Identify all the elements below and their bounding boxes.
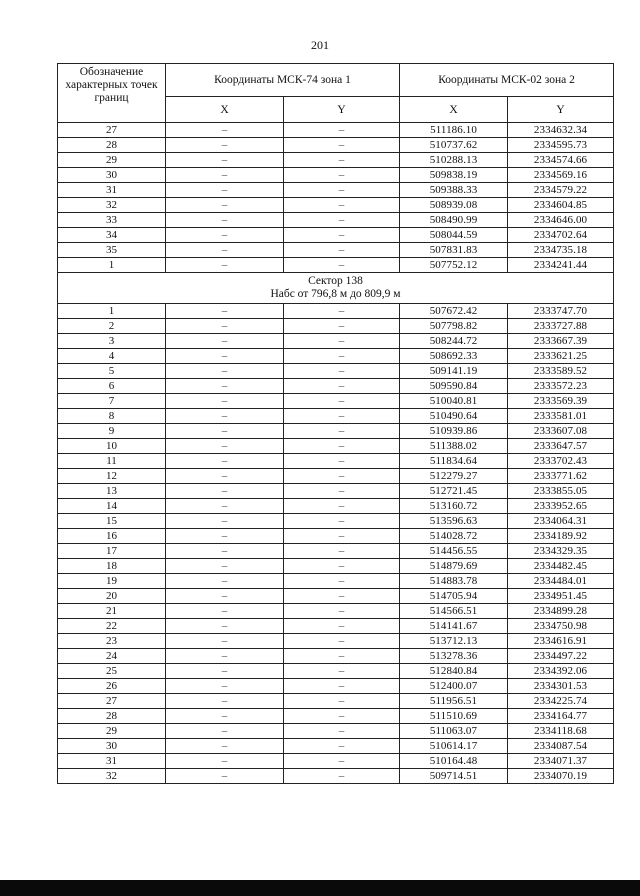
msk02-y-cell: 2333727.88 [508,319,614,334]
point-cell: 15 [58,514,166,529]
msk02-x-cell: 512840.84 [400,664,508,679]
msk02-x-cell: 514883.78 [400,574,508,589]
msk02-x-cell: 508939.08 [400,198,508,213]
point-cell: 1 [58,258,166,273]
table-row [58,198,614,213]
msk02-y-cell: 2334595.73 [508,138,614,153]
msk74-y-cell: – [284,243,400,258]
msk02-x-cell: 513160.72 [400,499,508,514]
msk74-x-cell: – [166,334,284,349]
msk74-y-cell: – [284,514,400,529]
page-number: 201 [311,38,329,52]
msk74-x-cell: – [166,469,284,484]
msk02-y-cell: 2334070.19 [508,769,614,784]
point-cell: 35 [58,243,166,258]
msk74-y-cell: – [284,424,400,439]
msk74-x-cell: – [166,258,284,273]
table-row [58,394,614,409]
msk74-x-cell: – [166,559,284,574]
point-cell: 22 [58,619,166,634]
msk74-x-cell: – [166,754,284,769]
table-row [58,604,614,619]
point-cell: 32 [58,198,166,213]
msk02-x-cell: 507831.83 [400,243,508,258]
sector-block [58,273,614,304]
msk02-x-cell: 507672.42 [400,304,508,319]
msk74-y-cell: – [284,619,400,634]
table-row [58,634,614,649]
msk02-y-cell: 2334579.22 [508,183,614,198]
table-row [58,514,614,529]
table-row [58,529,614,544]
table-row [58,769,614,784]
point-cell: 3 [58,334,166,349]
table-row [58,454,614,469]
msk74-x-cell: – [166,213,284,228]
msk74-x-cell: – [166,649,284,664]
msk02-x-cell: 514705.94 [400,589,508,604]
msk74-y-cell: – [284,574,400,589]
table-row [58,484,614,499]
point-cell: 25 [58,664,166,679]
msk74-y-cell: – [284,454,400,469]
msk02-x-cell: 514141.67 [400,619,508,634]
msk02-y-cell: 2333702.43 [508,454,614,469]
point-cell: 5 [58,364,166,379]
msk02-y-cell: 2334632.34 [508,123,614,138]
msk02-x-cell: 510490.64 [400,409,508,424]
sector-row [58,273,614,304]
msk02-x-cell: 509838.19 [400,168,508,183]
msk74-x-cell: – [166,394,284,409]
msk02-y-cell: 2334189.92 [508,529,614,544]
msk02-y-cell: 2334735.18 [508,243,614,258]
table-row [58,123,614,138]
msk02-x-cell: 507752.12 [400,258,508,273]
table-row [58,439,614,454]
msk74-y-cell: – [284,364,400,379]
msk74-y-cell: – [284,153,400,168]
point-cell: 26 [58,679,166,694]
msk74-y-cell: – [284,409,400,424]
point-cell: 8 [58,409,166,424]
msk02-x-cell: 514566.51 [400,604,508,619]
point-cell: 29 [58,724,166,739]
point-cell: 6 [58,379,166,394]
msk02-x-cell: 510040.81 [400,394,508,409]
msk74-x-cell: – [166,123,284,138]
msk74-x-cell: – [166,364,284,379]
point-cell: 12 [58,469,166,484]
msk74-x-cell: – [166,634,284,649]
msk02-y-cell: 2334392.06 [508,664,614,679]
msk74-y-cell: – [284,349,400,364]
table-row [58,243,614,258]
table-row [58,334,614,349]
msk02-y-cell: 2334750.98 [508,619,614,634]
msk02-x-cell: 508244.72 [400,334,508,349]
msk74-x-cell: – [166,409,284,424]
table-row [58,424,614,439]
table-row [58,664,614,679]
msk74-x-cell: – [166,424,284,439]
msk02-y-cell: 2334951.45 [508,589,614,604]
point-cell: 34 [58,228,166,243]
header-row-1 [58,64,614,97]
msk74-y-cell: – [284,679,400,694]
msk02-y-cell: 2333771.62 [508,469,614,484]
point-cell: 32 [58,769,166,784]
point-cell: 19 [58,574,166,589]
msk02-y-cell: 2334646.00 [508,213,614,228]
msk74-x-cell: – [166,664,284,679]
msk02-x-cell: 508044.59 [400,228,508,243]
msk74-y-cell: – [284,213,400,228]
table-row [58,379,614,394]
sector-heading [58,273,614,304]
msk02-x-cell: 513278.36 [400,649,508,664]
table-row [58,409,614,424]
table-row [58,153,614,168]
msk02-x-cell: 509141.19 [400,364,508,379]
table-row [58,183,614,198]
msk74-x-cell: – [166,679,284,694]
msk02-y-cell: 2334484.01 [508,574,614,589]
msk74-y-cell: – [284,634,400,649]
msk02-x-cell: 514028.72 [400,529,508,544]
msk74-y-cell: – [284,544,400,559]
coordinates-table [57,63,614,784]
msk02-x-cell: 512721.45 [400,484,508,499]
msk02-x-cell: 514879.69 [400,559,508,574]
msk74-x-cell: – [166,724,284,739]
rows-after-sector [58,304,614,784]
msk02-y-cell: 2334497.22 [508,649,614,664]
table-row [58,739,614,754]
table-row [58,619,614,634]
msk74-x-cell: – [166,454,284,469]
point-designation-header: Обозначение характерных точек границ [58,64,166,123]
msk74-x-cell: – [166,529,284,544]
msk74-header: Координаты МСК-74 зона 1 [166,64,400,97]
msk02-y-cell: 2334087.54 [508,739,614,754]
msk02-x-cell: 508692.33 [400,349,508,364]
msk02-y-cell: 2334225.74 [508,694,614,709]
table-row [58,544,614,559]
msk02-y-cell: 2334064.31 [508,514,614,529]
msk74-y-cell: – [284,394,400,409]
msk74-y-cell: – [284,183,400,198]
msk02-x-cell: 511063.07 [400,724,508,739]
msk02-x-cell: 509714.51 [400,769,508,784]
point-cell: 17 [58,544,166,559]
point-cell: 14 [58,499,166,514]
msk74-x-cell: – [166,379,284,394]
msk74-y-cell: – [284,754,400,769]
msk02-x-cell: 512400.07 [400,679,508,694]
msk02-x-cell: 513712.13 [400,634,508,649]
msk02-y-cell: 2334118.68 [508,724,614,739]
table-row [58,694,614,709]
msk02-x-cell: 510939.86 [400,424,508,439]
msk02-x-cell: 511510.69 [400,709,508,724]
msk74-x-cell: – [166,153,284,168]
msk74-y-cell: – [284,499,400,514]
table-row [58,679,614,694]
msk74-y-cell: – [284,739,400,754]
table-row [58,168,614,183]
msk02-x-cell: 510288.13 [400,153,508,168]
msk74-y-cell: – [284,198,400,213]
msk02-y-cell: 2334301.53 [508,679,614,694]
msk74-x-cell: – [166,439,284,454]
msk74-y-cell: – [284,304,400,319]
msk02-y-cell: 2334329.35 [508,544,614,559]
table-row [58,649,614,664]
msk02-x-cell: 511834.64 [400,454,508,469]
table-row [58,589,614,604]
msk02-y-cell: 2334164.77 [508,709,614,724]
msk02-y-cell: 2334569.16 [508,168,614,183]
msk74-x-cell: – [166,499,284,514]
point-cell: 29 [58,153,166,168]
point-cell: 33 [58,213,166,228]
msk02-header: Координаты МСК-02 зона 2 [400,64,614,97]
point-cell: 23 [58,634,166,649]
msk74-x-cell: – [166,769,284,784]
scan-edge-bar [0,880,640,896]
msk02-y-cell: 2334604.85 [508,198,614,213]
msk74-x-cell: – [166,243,284,258]
point-cell: 18 [58,559,166,574]
msk74-x-cell: – [166,619,284,634]
msk02-y-cell: 2334241.44 [508,258,614,273]
point-cell: 27 [58,123,166,138]
msk02-y-cell: 2334574.66 [508,153,614,168]
point-cell: 1 [58,304,166,319]
msk74-y-cell: – [284,664,400,679]
sector-height-range: Набс от 796,8 м до 809,9 м [270,288,401,300]
msk02-y-cell: 2333747.70 [508,304,614,319]
msk02-y-cell: 2333572.23 [508,379,614,394]
msk02-x-cell: 509388.33 [400,183,508,198]
msk74-y-cell: – [284,484,400,499]
table-row [58,574,614,589]
msk02-y-cell: 2333607.08 [508,424,614,439]
point-cell: 9 [58,424,166,439]
table-row [58,304,614,319]
point-cell: 27 [58,694,166,709]
msk02-x-cell: 510737.62 [400,138,508,153]
msk02-y-cell: 2334702.64 [508,228,614,243]
msk02-x-cell: 511388.02 [400,439,508,454]
point-cell: 7 [58,394,166,409]
point-cell: 30 [58,168,166,183]
msk74-y-cell: – [284,379,400,394]
msk74-x-cell: – [166,604,284,619]
msk74-x-cell: – [166,168,284,183]
msk02-y-cell: 2334616.91 [508,634,614,649]
msk02-y-cell: 2334071.37 [508,754,614,769]
msk74-y-cell: – [284,439,400,454]
msk74-x-cell: – [166,739,284,754]
msk74-y-cell: – [284,649,400,664]
msk02-y-header: Y [508,97,614,123]
msk02-x-cell: 512279.27 [400,469,508,484]
msk74-x-cell: – [166,589,284,604]
table-row [58,499,614,514]
msk74-x-cell: – [166,484,284,499]
table-row [58,319,614,334]
msk74-x-cell: – [166,228,284,243]
msk02-x-cell: 511956.51 [400,694,508,709]
msk74-y-cell: – [284,228,400,243]
table-row [58,559,614,574]
table-row [58,724,614,739]
msk02-x-header: X [400,97,508,123]
table-row [58,258,614,273]
msk02-y-cell: 2333569.39 [508,394,614,409]
msk74-y-cell: – [284,529,400,544]
point-cell: 31 [58,754,166,769]
msk02-y-cell: 2333647.57 [508,439,614,454]
msk74-y-cell: – [284,694,400,709]
msk74-y-cell: – [284,138,400,153]
msk74-y-cell: – [284,589,400,604]
msk74-x-cell: – [166,514,284,529]
msk74-y-cell: – [284,469,400,484]
msk74-x-cell: – [166,349,284,364]
point-cell: 10 [58,439,166,454]
msk02-y-cell: 2333855.05 [508,484,614,499]
msk74-y-cell: – [284,258,400,273]
msk74-x-header: X [166,97,284,123]
msk74-y-header: Y [284,97,400,123]
msk02-x-cell: 509590.84 [400,379,508,394]
point-cell: 13 [58,484,166,499]
msk74-x-cell: – [166,709,284,724]
point-cell: 28 [58,709,166,724]
msk74-y-cell: – [284,709,400,724]
msk74-x-cell: – [166,574,284,589]
table-row [58,138,614,153]
msk74-x-cell: – [166,304,284,319]
table-row [58,709,614,724]
msk74-x-cell: – [166,694,284,709]
msk74-y-cell: – [284,724,400,739]
msk74-x-cell: – [166,319,284,334]
msk74-y-cell: – [284,559,400,574]
point-cell: 31 [58,183,166,198]
msk02-x-cell: 507798.82 [400,319,508,334]
msk02-y-cell: 2334482.45 [508,559,614,574]
table-row [58,213,614,228]
point-cell: 24 [58,649,166,664]
msk74-y-cell: – [284,168,400,183]
point-cell: 30 [58,739,166,754]
table-row [58,364,614,379]
msk02-x-cell: 514456.55 [400,544,508,559]
msk02-x-cell: 510164.48 [400,754,508,769]
msk74-x-cell: – [166,544,284,559]
point-cell: 4 [58,349,166,364]
msk74-y-cell: – [284,123,400,138]
table-row [58,349,614,364]
msk02-y-cell: 2333589.52 [508,364,614,379]
point-cell: 28 [58,138,166,153]
msk74-x-cell: – [166,138,284,153]
msk02-x-cell: 508490.99 [400,213,508,228]
table-row [58,469,614,484]
msk74-y-cell: – [284,334,400,349]
sector-title: Сектор 138 [308,275,363,287]
msk74-y-cell: – [284,604,400,619]
point-cell: 21 [58,604,166,619]
msk02-x-cell: 513596.63 [400,514,508,529]
msk02-x-cell: 511186.10 [400,123,508,138]
table-row [58,228,614,243]
msk74-x-cell: – [166,183,284,198]
msk02-x-cell: 510614.17 [400,739,508,754]
table-row [58,754,614,769]
rows-before-sector [58,123,614,273]
msk02-y-cell: 2333621.25 [508,349,614,364]
point-cell: 16 [58,529,166,544]
msk02-y-cell: 2334899.28 [508,604,614,619]
msk74-x-cell: – [166,198,284,213]
msk02-y-cell: 2333581.01 [508,409,614,424]
point-cell: 2 [58,319,166,334]
msk02-y-cell: 2333667.39 [508,334,614,349]
point-cell: 11 [58,454,166,469]
msk02-y-cell: 2333952.65 [508,499,614,514]
point-cell: 20 [58,589,166,604]
msk74-y-cell: – [284,769,400,784]
msk74-y-cell: – [284,319,400,334]
